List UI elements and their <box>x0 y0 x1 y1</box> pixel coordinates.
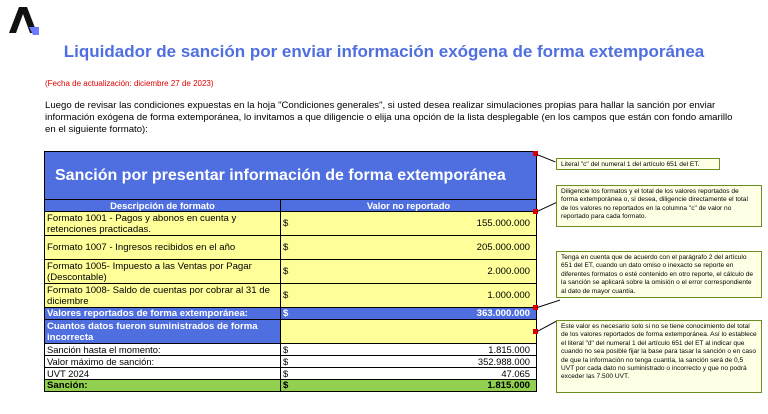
format-value-cell[interactable]: 1.000.000 <box>299 284 537 308</box>
table-row <box>45 380 537 392</box>
format-description: Formato 1005- Impuesto a las Ventas por Pagar (Descontable) <box>45 260 281 284</box>
currency-symbol: $ <box>281 236 299 260</box>
sanction-calculator-table <box>44 151 537 392</box>
table-row <box>45 308 537 320</box>
row-value: 47.065 <box>299 368 537 380</box>
comment-note-formats: Diligencie los formatos y el total de los valores reportados de forma extemporánea o, si desea, diligencie directamente el total de los valores no reportados en la columna "c" de valor no reportado para cada formato. <box>556 185 762 227</box>
comment-note-uvt: Este valor es necesario solo si no se tiene conocimiento del total de los valores reportados de forma extemporánea. Así lo establece el literal "d" del numeral 1 del artículo 651 del ET al indicar que cuando no sea posible fijar la base para tasar la sanción o en caso de que la información no tenga cuantía, la sanción será de 0,5 UVT por cada dato no suministrado o incorrecto y que no podrá exceder las 7.500 UVT. <box>556 320 762 393</box>
currency-symbol: $ <box>281 344 299 356</box>
currency-symbol: $ <box>281 368 299 380</box>
comment-connector <box>537 154 556 162</box>
format-description: Formato 1001 - Pagos y abonos en cuenta y retenciones practicadas. <box>45 212 281 236</box>
currency-symbol: $ <box>281 380 299 392</box>
brand-logo-icon <box>7 5 41 35</box>
currency-symbol: $ <box>281 212 299 236</box>
table-row <box>45 368 537 380</box>
table-row <box>45 344 537 356</box>
total-value-cell[interactable]: 363.000.000 <box>299 308 537 320</box>
comment-note-paragraph: Tenga en cuenta que de acuerdo con el parágrafo 2 del artículo 651 del ET, cuando un dato omiso o inexacto se reporte en diferentes formatos o esté contenido en otro reporte, el cálculo de la sanción se aplicará sobre la omisión o el error correspondiente al dato de mayor cuantía. <box>556 251 762 298</box>
row-label: Sanción hasta el momento: <box>45 344 281 356</box>
format-value-cell[interactable]: 2.000.000 <box>299 260 537 284</box>
column-header-description: Descripción de formato <box>45 200 281 212</box>
intro-text: Luego de revisar las condiciones expuestas en la hoja "Condiciones generales", si usted desea realizar simulaciones propias para hallar la sanción por enviar información exógena de forma extemporánea, lo invitamos a que diligencie o elija una opción de la lista desplegable (en los campos que están con fondo amarillo en el siguiente formato): <box>45 100 733 135</box>
currency-symbol: $ <box>281 260 299 284</box>
sanction-value: 1.815.000 <box>299 380 537 392</box>
row-value: 1.815.000 <box>299 344 537 356</box>
comment-connector <box>537 300 560 308</box>
incorrect-data-label: Cuantos datos fueron suministrados de forma incorrecta <box>45 320 281 344</box>
sanction-label: Sanción: <box>45 380 281 392</box>
row-value: 352.988.000 <box>299 356 537 368</box>
currency-symbol: $ <box>281 284 299 308</box>
update-date: (Fecha de actualización: diciembre 27 de 2023) <box>45 79 214 88</box>
table-row <box>45 320 537 344</box>
comment-connector <box>537 321 557 332</box>
table-row <box>45 284 537 308</box>
table-banner: Sanción por presentar información de forma extemporánea <box>45 152 537 200</box>
table-row <box>45 236 537 260</box>
format-description: Formato 1008- Saldo de cuentas por cobrar al 31 de diciembre <box>45 284 281 308</box>
page-title: Liquidador de sanción por enviar información exógena de forma extemporánea <box>63 42 705 61</box>
column-header-value: Valor no reportado <box>281 200 537 212</box>
table-row <box>45 260 537 284</box>
currency-symbol: $ <box>281 308 299 320</box>
row-label: Valor máximo de sanción: <box>45 356 281 368</box>
total-label: Valores reportados de forma extemporánea: <box>45 308 281 320</box>
format-value-cell[interactable]: 155.000.000 <box>299 212 537 236</box>
comment-note-literal: Literal "c" del numeral 1 del artículo 651 del ET. <box>556 158 720 170</box>
currency-symbol: $ <box>281 356 299 368</box>
incorrect-data-input[interactable] <box>281 320 537 344</box>
row-label: UVT 2024 <box>45 368 281 380</box>
comment-connector <box>537 202 556 212</box>
format-description: Formato 1007 - Ingresos recibidos en el año <box>45 236 281 260</box>
table-row <box>45 212 537 236</box>
format-value-cell[interactable]: 205.000.000 <box>299 236 537 260</box>
table-row <box>45 356 537 368</box>
